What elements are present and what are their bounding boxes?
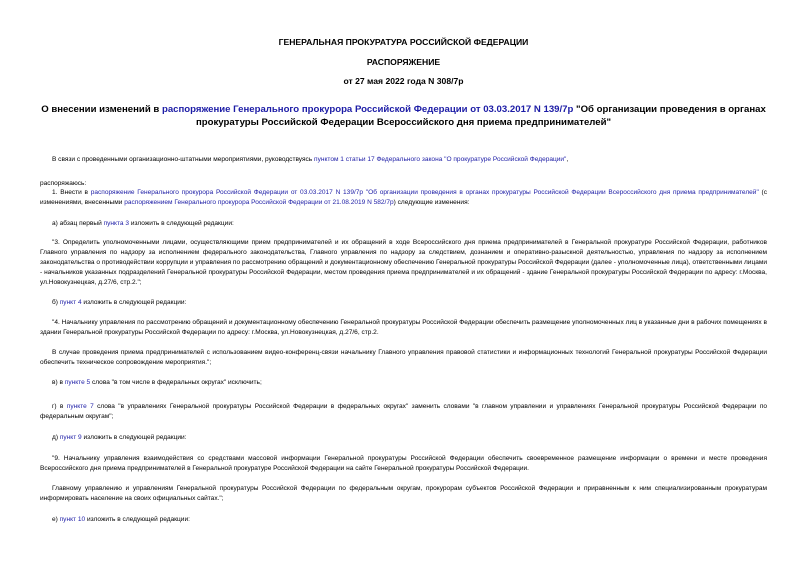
paragraph-regional-offices: Главному управлению и управлениям Генеральной прокуратуры Российской Федерации по федеральным округам, прокурорам субъектов Российской Федерации и приравненным к ним специализированным прокуратурам информировать население на своих официальных сайтах."; <box>40 485 767 502</box>
paragraph-item-e <box>40 515 767 525</box>
item-e-post: изложить в следующей редакции: <box>85 516 190 523</box>
item-1-mid: (с изменениями, внесенными <box>40 189 767 206</box>
document-type: РАСПОРЯЖЕНИЕ <box>366 57 441 67</box>
item-e-pre: е) <box>52 516 60 523</box>
paragraph-item-a <box>40 219 767 229</box>
title-link[interactable]: распоряжение Генерального прокурора Российской Федерации от 03.03.2017 N 139/7р <box>161 104 574 115</box>
paragraph-clause-3-text: "3. Определить уполномоченными лицами, осуществляющими прием предпринимателей и их обращений в ходе Всероссийского дня приема предпринимателей в Генеральной прокуратуре Российской Федерации, работников Главного управления по надзору за исполнением федерального законодательства, Главного управления по надзору за следствием, дознанием и оперативно-разыскной деятельностью, управления по надзору за исполнением законодательства о противодействии коррупции и управления по рассмотрению обращений и документационному обеспечению Генеральной прокуратуры Российской Федерации (далее - уполномоченные лица), ответственными лицами - начальников указанных подразделений Генеральной прокуратуры Российской Федерации, местом проведения приема предпринимателей и их обращений - здание Генеральной прокуратуры Российской Федерации по адресу: г.Москва, ул.Новокузнецкая, д.27/6, стр.2."; <box>40 239 767 286</box>
preamble-text: В связи с проведенными организационно-штатными мероприятиями, руководствуясь <box>52 156 315 163</box>
item-a-pre: а) абзац первый <box>52 220 104 227</box>
clause-5-link[interactable]: пункте 5 <box>64 379 91 386</box>
clause-9-link[interactable]: пункт 9 <box>59 434 82 441</box>
paragraph-preamble <box>40 155 767 165</box>
item-d-post: изложить в следующей редакции: <box>81 434 187 441</box>
order-582-link[interactable]: распоряжением Генерального прокурора Российской Федерации от 21.08.2019 N 582/7р <box>124 198 394 206</box>
item-v-pre: в) в <box>52 379 65 386</box>
item-g-pre: г) в <box>52 403 67 410</box>
paragraph-clause-9-text: "9. Начальнику управления взаимодействия со средствами массовой информации Генеральной прокуратуры Российской Федерации обеспечить своевременное размещение информации о времени и месте проведения Всероссийского дня приема предпринимателей в Генеральной прокуратуре Российской Федерации на сайте Генеральной прокуратуры Российской Федерации. <box>40 455 767 472</box>
item-d-pre: д) <box>52 434 60 441</box>
paragraph-item-1 <box>40 188 767 208</box>
law-link[interactable]: пунктом 1 статьи 17 Федерального закона "О прокуратуре Российской Федерации" <box>314 156 567 163</box>
preamble-end: , <box>566 156 569 163</box>
clause-10-link[interactable]: пункт 10 <box>59 516 86 523</box>
item-g-post: слова "в управлениях Генеральной прокуратуры Российской Федерации в федеральных округах" заменить словами "в главном управлении и управлениях Генеральной прокуратуры Российской Федерации по федеральным округам"; <box>40 403 768 420</box>
paragraph-item-v <box>40 378 767 388</box>
document-date: от 27 мая 2022 года N 308/7р <box>343 76 464 86</box>
document-title <box>30 104 777 129</box>
item-b-post: изложить в следующей редакции: <box>81 299 187 306</box>
issuer-header: ГЕНЕРАЛЬНАЯ ПРОКУРАТУРА РОССИЙСКОЙ ФЕДЕРАЦИИ <box>278 37 529 47</box>
order-139-link[interactable]: распоряжение Генерального прокурора Российской Федерации от 03.03.2017 N 139/7р "Об организации проведения в органах прокуратуры Российской Федерации Всероссийского дня приема предпринимателей" <box>90 189 759 196</box>
clause-4-link[interactable]: пункт 4 <box>59 299 82 306</box>
clause-7-link[interactable]: пункте 7 <box>66 403 94 410</box>
item-1-post: ) следующие изменения: <box>393 198 470 206</box>
item-1-pre: 1. Внести в <box>52 189 91 196</box>
paragraph-item-b <box>40 298 767 308</box>
paragraph-order-word: распоряжаюсь: <box>40 180 87 187</box>
clause-3-link[interactable]: пункта 3 <box>103 220 129 227</box>
item-a-post: изложить в следующей редакции: <box>129 220 234 227</box>
paragraph-item-g <box>40 402 767 422</box>
paragraph-videoconference: В случае проведения приема предпринимателей с использованием видео-конференц-связи начальнику Главного управления правовой статистики и информационных технологий Генеральной прокуратуры Российской Федерации обеспечить техническое сопровождение мероприятия."; <box>40 349 767 366</box>
paragraph-item-d <box>40 433 767 443</box>
title-suffix: "Об организации проведения в органах прокуратуры Российской Федерации Всероссийского дня приема предпринимателей" <box>195 104 766 128</box>
item-v-post: слова "в том числе в федеральных округах" исключить; <box>90 379 262 386</box>
title-prefix: О внесении изменений в <box>41 104 162 115</box>
paragraph-clause-4-text: "4. Начальнику управления по рассмотрению обращений и документационному обеспечению Генеральной прокуратуры Российской Федерации обеспечить размещение уполномоченных лиц в указанные дни в рабочих помещениях в здании Генеральной прокуратуры Российской Федерации по адресу: г.Москва, ул.Новокузнецкая, д.27/6, стр.2. <box>40 319 767 336</box>
item-b-pre: б) <box>52 299 60 306</box>
